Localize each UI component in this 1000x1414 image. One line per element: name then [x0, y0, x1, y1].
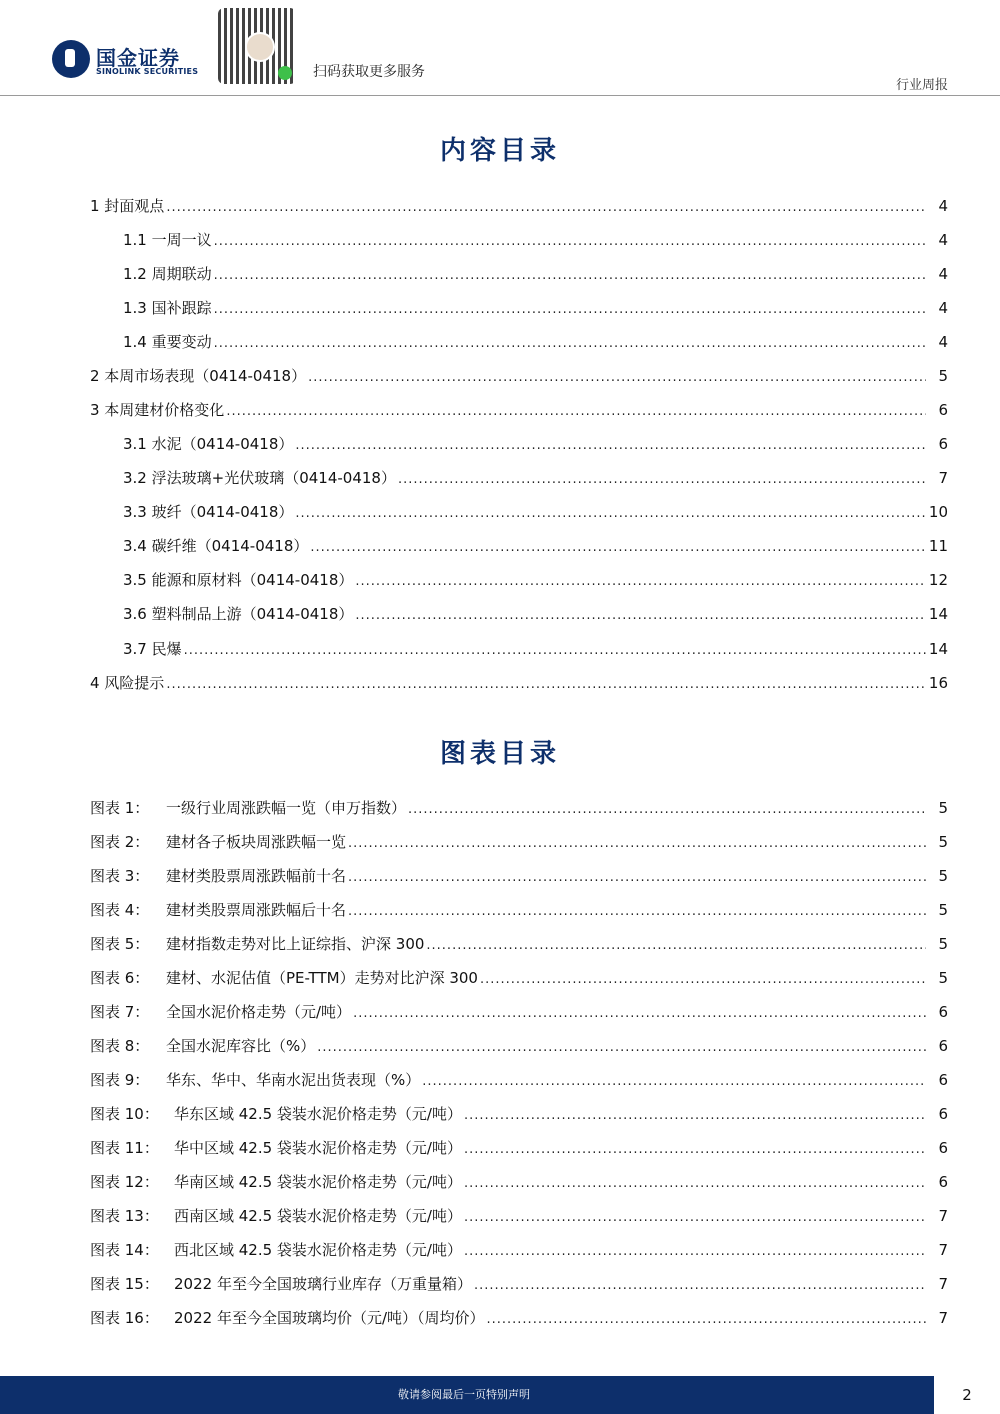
toc-entry-page: 4 [938, 231, 948, 249]
figures-title: 图表目录 [439, 739, 560, 769]
leader-dots [214, 302, 926, 317]
figure-entry-page: 7 [938, 1309, 948, 1327]
figure-entry-label: 建材类股票周涨跌幅前十名 [166, 867, 347, 885]
toc-entry-label: 3.1 水泥（0414-0418） [123, 435, 294, 453]
figure-entry[interactable] [90, 1273, 948, 1297]
leader-dots [348, 870, 926, 885]
figure-entry-page: 6 [938, 1105, 948, 1123]
figure-entry-prefix: 图表 5： [90, 935, 150, 953]
toc-entry-page: 4 [938, 333, 948, 351]
figure-entry-label: 全国水泥库容比（%） [166, 1037, 316, 1055]
figure-entry-prefix: 图表 9： [90, 1071, 150, 1089]
figure-entry[interactable] [90, 1001, 948, 1025]
qr-center-logo-icon [245, 32, 275, 62]
figure-entry-page: 7 [938, 1275, 948, 1293]
toc-entry[interactable] [123, 263, 948, 287]
leader-dots [353, 1006, 926, 1021]
leader-dots [226, 404, 926, 419]
toc-entry-page: 7 [938, 469, 948, 487]
figure-entry-page: 7 [938, 1207, 948, 1225]
figure-entry-label: 华东、华中、华南水泥出货表现（%） [166, 1071, 421, 1089]
figure-entry-label: 建材、水泥估值（PE-TTM）走势对比沪深 300 [166, 969, 478, 987]
figure-entry-label: 建材类股票周涨跌幅后十名 [166, 901, 347, 919]
figure-entry-page: 5 [938, 901, 948, 919]
qr-caption: 扫码获取更多服务 [313, 64, 425, 80]
toc-entry[interactable] [123, 638, 948, 662]
leader-dots [464, 1108, 926, 1123]
leader-dots [426, 938, 926, 953]
figure-entry-prefix: 图表 1： [90, 799, 150, 817]
toc-entry[interactable] [123, 501, 948, 525]
leader-dots [166, 200, 926, 215]
figure-entry[interactable] [90, 967, 948, 991]
contents-title: 内容目录 [439, 136, 560, 166]
figure-entry-page: 6 [938, 1071, 948, 1089]
figure-entry-page: 6 [938, 1003, 948, 1021]
leader-dots [310, 540, 926, 555]
figure-entry-page: 5 [938, 833, 948, 851]
leader-dots [408, 802, 926, 817]
toc-entry-label: 1.3 国补跟踪 [123, 299, 212, 317]
figure-entry-label: 华中区域 42.5 袋装水泥价格走势（元/吨） [174, 1139, 462, 1157]
figure-entry-page: 7 [938, 1241, 948, 1259]
report-type-label: 行业周报 [895, 78, 948, 93]
toc-entry[interactable] [123, 603, 948, 627]
figure-entry-prefix: 图表 7： [90, 1003, 150, 1021]
toc-entry-label: 3 本周建材价格变化 [90, 401, 225, 419]
company-logo [52, 40, 199, 80]
toc-entry-label: 3.6 塑料制品上游（0414-0418） [123, 605, 354, 623]
mini-program-icon [278, 66, 292, 80]
toc-entry-page: 16 [928, 674, 948, 692]
figure-entry-page: 6 [938, 1173, 948, 1191]
leader-dots [464, 1244, 926, 1259]
toc-entry-label: 1.1 一周一议 [123, 231, 212, 249]
toc-entry[interactable] [90, 672, 948, 696]
leader-dots [464, 1210, 926, 1225]
toc-entry-label: 2 本周市场表现（0414-0418） [90, 367, 307, 385]
leader-dots [464, 1176, 926, 1191]
figure-entry[interactable] [90, 1171, 948, 1195]
toc-entry[interactable] [123, 467, 948, 491]
leader-dots [348, 904, 926, 919]
figure-entry-label: 一级行业周涨跌幅一览（申万指数） [166, 799, 407, 817]
figure-entry-page: 6 [938, 1139, 948, 1157]
figure-entry-prefix: 图表 6： [90, 969, 150, 987]
figure-entry-label: 建材指数走势对比上证综指、沪深 300 [166, 935, 425, 953]
toc-entry[interactable] [123, 229, 948, 253]
leader-dots [355, 574, 926, 589]
toc-entry-page: 14 [928, 640, 948, 658]
figure-entry-page: 5 [938, 799, 948, 817]
toc-entry-page: 11 [928, 537, 948, 555]
figure-entry-prefix: 图表 4： [90, 901, 150, 919]
toc-entry[interactable] [90, 365, 948, 389]
toc-entry-label: 3.7 民爆 [123, 640, 182, 658]
figure-entry[interactable] [90, 1137, 948, 1161]
leader-dots [166, 677, 926, 692]
figure-entry[interactable] [90, 1103, 948, 1127]
leader-dots [480, 972, 926, 987]
figure-entry-page: 5 [938, 969, 948, 987]
leader-dots [355, 608, 926, 623]
figure-entry-prefix: 图表 11： [90, 1139, 159, 1157]
figure-entry-label: 全国水泥价格走势（元/吨） [166, 1003, 352, 1021]
figure-entry-page: 5 [938, 935, 948, 953]
figure-entry[interactable] [90, 797, 948, 821]
header-divider [0, 95, 1000, 96]
logo-name-cn: 国金证券 [96, 46, 180, 70]
figure-entry-page: 5 [938, 867, 948, 885]
figure-entry-label: 2022 年至今全国玻璃行业库存（万重量箱） [174, 1275, 472, 1293]
toc-entry[interactable] [90, 195, 948, 219]
toc-entry-label: 3.3 玻纤（0414-0418） [123, 503, 294, 521]
toc-entry-page: 6 [938, 401, 948, 419]
toc-entry[interactable] [123, 535, 948, 559]
logo-name-en: SINOLINK SECURITIES [96, 67, 199, 76]
leader-dots [474, 1278, 926, 1293]
figure-entry-label: 2022 年至今全国玻璃均价（元/吨）（周均价） [174, 1309, 485, 1327]
leader-dots [214, 268, 926, 283]
toc-entry[interactable] [90, 399, 948, 423]
figure-entry[interactable] [90, 831, 948, 855]
toc-entry-page: 5 [938, 367, 948, 385]
figure-entry[interactable] [90, 1069, 948, 1093]
figure-entry[interactable] [90, 1205, 948, 1229]
figure-entry-label: 建材各子板块周涨跌幅一览 [166, 833, 347, 851]
figure-entry-prefix: 图表 16： [90, 1309, 159, 1327]
page-header [0, 0, 1000, 96]
toc-entry-label: 4 风险提示 [90, 674, 165, 692]
toc-entry-page: 4 [938, 197, 948, 215]
figure-entry[interactable] [90, 899, 948, 923]
figure-entry-prefix: 图表 14： [90, 1241, 159, 1259]
toc-entry-label: 3.2 浮法玻璃+光伏玻璃（0414-0418） [123, 469, 396, 487]
leader-dots [184, 643, 926, 658]
toc-entry[interactable] [123, 331, 948, 355]
leader-dots [308, 370, 926, 385]
figure-entry-prefix: 图表 3： [90, 867, 150, 885]
figure-entry-prefix: 图表 2： [90, 833, 150, 851]
leader-dots [317, 1040, 926, 1055]
figure-entry-label: 西南区域 42.5 袋装水泥价格走势（元/吨） [174, 1207, 462, 1225]
leader-dots [295, 438, 926, 453]
footer-disclaimer: 敬请参阅最后一页特别声明 [398, 1388, 530, 1401]
leader-dots [398, 472, 926, 487]
leader-dots [214, 234, 926, 249]
figure-entry-prefix: 图表 8： [90, 1037, 150, 1055]
figure-entry-prefix: 图表 13： [90, 1207, 159, 1225]
figure-entry[interactable] [90, 1035, 948, 1059]
figure-entry[interactable] [90, 865, 948, 889]
toc-entry[interactable] [123, 297, 948, 321]
toc-entry-page: 4 [938, 299, 948, 317]
leader-dots [295, 506, 926, 521]
leader-dots [348, 836, 926, 851]
figure-entry-prefix: 图表 15： [90, 1275, 159, 1293]
figure-entry-prefix: 图表 12： [90, 1173, 159, 1191]
figure-entry-page: 6 [938, 1037, 948, 1055]
toc-entry-label: 1 封面观点 [90, 197, 165, 215]
toc-entry-page: 14 [928, 605, 948, 623]
figure-entry-label: 华南区域 42.5 袋装水泥价格走势（元/吨） [174, 1173, 462, 1191]
leader-dots [214, 336, 926, 351]
toc-entry-page: 6 [938, 435, 948, 453]
toc-entry-label: 1.4 重要变动 [123, 333, 212, 351]
figure-entry[interactable] [90, 1307, 948, 1331]
toc-entry-label: 3.5 能源和原材料（0414-0418） [123, 571, 354, 589]
figure-entry-label: 西北区域 42.5 袋装水泥价格走势（元/吨） [174, 1241, 462, 1259]
toc-entry[interactable] [123, 569, 948, 593]
toc-entry-page: 10 [928, 503, 948, 521]
figure-entry[interactable] [90, 1239, 948, 1263]
toc-entry-label: 1.2 周期联动 [123, 265, 212, 283]
toc-entry[interactable] [123, 433, 948, 457]
figure-entry[interactable] [90, 933, 948, 957]
leader-dots [487, 1312, 927, 1327]
toc-entry-page: 12 [928, 571, 948, 589]
logo-mark-icon [52, 40, 90, 78]
page-number: 2 [934, 1376, 1000, 1414]
leader-dots [422, 1074, 926, 1089]
toc-entry-page: 4 [938, 265, 948, 283]
leader-dots [464, 1142, 926, 1157]
figure-entry-prefix: 图表 10： [90, 1105, 159, 1123]
toc-entry-label: 3.4 碳纤维（0414-0418） [123, 537, 309, 555]
figure-entry-label: 华东区域 42.5 袋装水泥价格走势（元/吨） [174, 1105, 462, 1123]
